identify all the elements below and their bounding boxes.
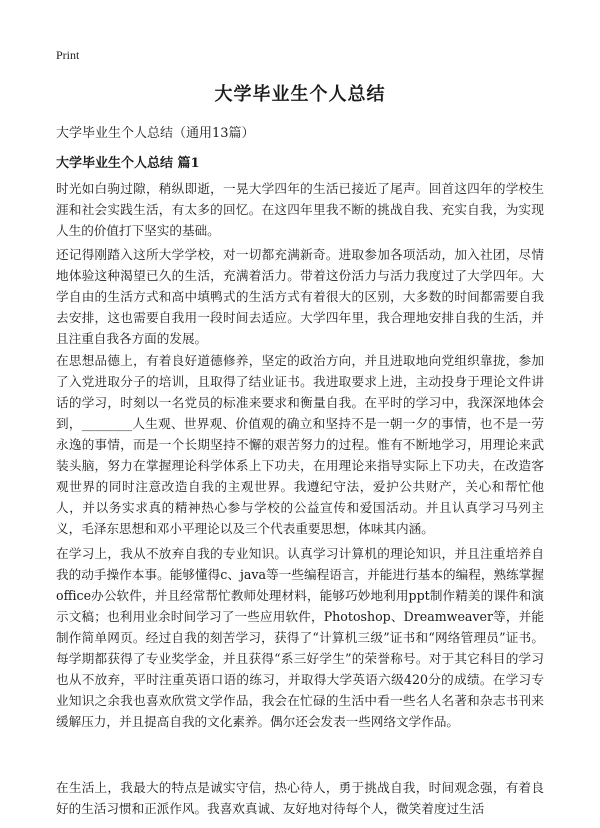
paragraph-moral-character: 在思想品德上，有着良好道德修养，坚定的政治方向，并且进取地向党组织靠拢，参加了入党进取分子的培训，且取得了结业证书。我进取要求上进，主动投身于理论文件讲话的学习，时刻以一名党员的标准来要求和衡量自我。在平时的学习中，我深深地体会到，________人生观、世界观、价值观的确立和坚持不是一朝一夕的事情，也不是一劳永逸的事情，而是一个长期坚持不懈的艰苦努力的过程。惟有不断地学习，用理论来武装头脑，努力在掌握理论科学体系上下功夫，在用理论来指导实际上下功夫，在改造客观世界的同时注意改造自我的主观世界。我遵纪守法，爱护公共财产，关心和帮忙他人，并以务实求真的精神热心参与学校的公益宣传和爱国活动。并且认真学习马列主义，毛泽东思想和邓小平理论以及三个代表重要思想，体味其内涵。 — [56, 353, 544, 536]
paragraph-intro: 时光如白驹过隙，稍纵即逝，一晃大学四年的生活已接近了尾声。回首这四年的学校生涯和社会实践生活，有太多的回忆。在这四年里我不断的挑战自我、充实自我，为实现人生的价值打下坚实的基础。 — [56, 181, 544, 238]
document-subtitle: 大学毕业生个人总结（通用13篇） — [56, 126, 255, 141]
paragraph-campus-life: 还记得刚踏入这所大学学校，对一切都充满新奇。进取参加各项活动，加入社团，尽情地体验这种渴望已久的生活，充满着活力。带着这份活力与活力我度过了大学四年。大学自由的生活方式和高中填鸭式的生活方式有着很大的区别，大多数的时间都需要自我去安排，这也需要自我用一段时间去适应。大学四年里，我合理地安排自我的生活，并且注重自我各方面的发展。 — [56, 247, 544, 346]
page-title: 大学毕业生个人总结 — [214, 84, 386, 105]
section-heading: 大学毕业生个人总结 篇1 — [56, 156, 200, 171]
paragraph-studies: 在学习上，我从不放弃自我的专业知识。认真学习计算机的理论知识，并且注重培养自我的动手操作本事。能够懂得c、java等一些编程语言，并能进行基本的编程，熟练掌握office办公软件，并且经常帮忙教师处理材料，能够巧妙地利用ppt制作精美的课件和演示文稿；也利用业余时间学习了一些应用软件，Photoshop、Dreamweaver等，并能制作简单网页。经过自我的刻苦学习，获得了“计算机三级”证书和“网络管理员”证书。每学期都获得了专业奖学金，并且获得“系三好学生”的荣誉称号。对于其它科目的学习也从不放弃，平时注重英语口语的练习，并取得大学英语六级420分的成绩。在学习专业知识之余我也喜欢欣赏文学作品，我会在忙碌的生活中看一些名人名著和杂志书刊来缓解压力，并且提高自我的文化素养。偶尔还会发表一些网络文学作品。 — [56, 546, 544, 729]
print-link[interactable]: Print — [56, 48, 80, 62]
paragraph-daily-life: 在生活上，我最大的特点是诚实守信，热心待人，勇于挑战自我，时间观念强，有着良好的生活习惯和正派作风。我喜欢真诚、友好地对待每个人，微笑着度过生活 — [56, 780, 544, 816]
